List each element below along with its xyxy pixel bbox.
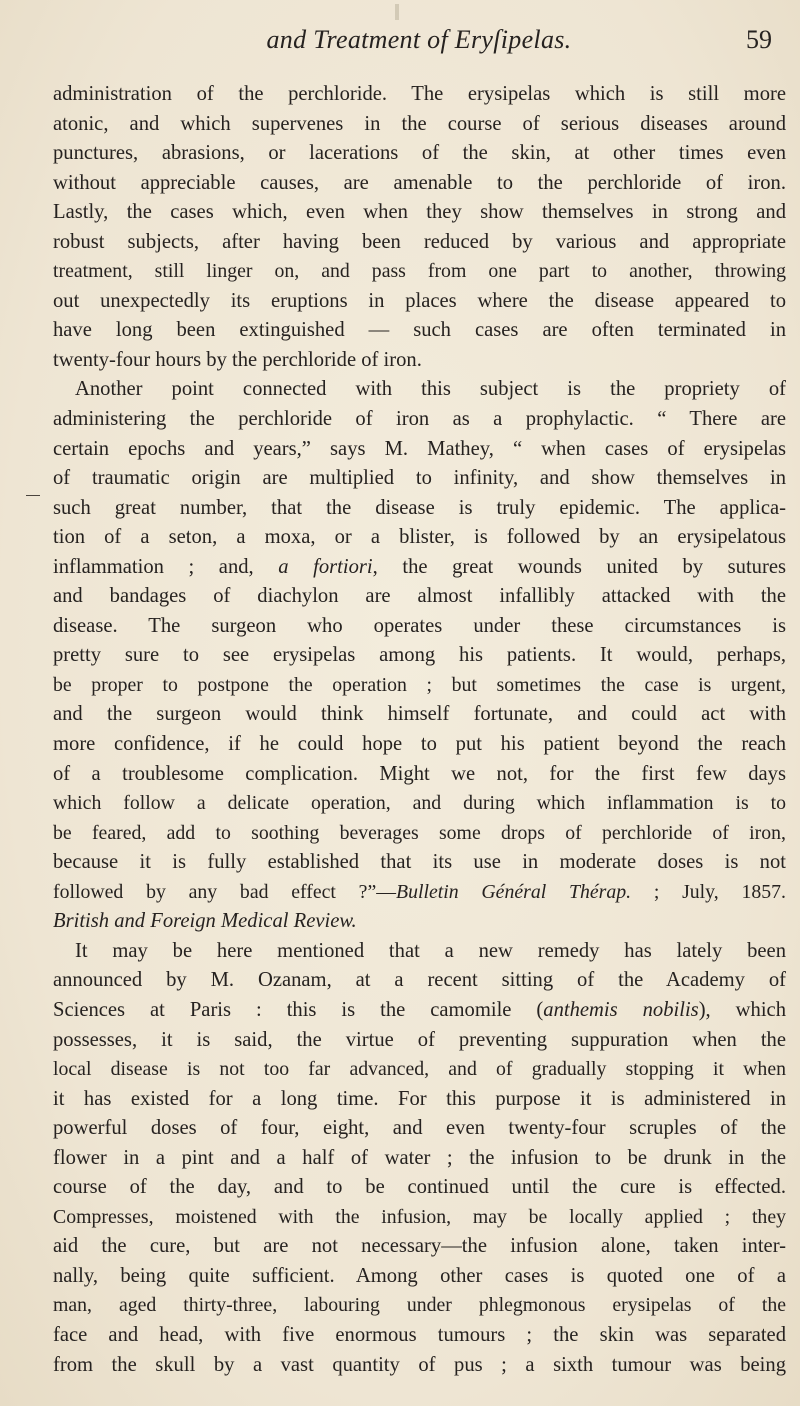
- text-line: which follow a delicate operation, and during which inflammation is to: [53, 792, 786, 815]
- text-line: local disease is not too far advanced, and of gradually stopping it when: [53, 1058, 786, 1081]
- text-line: and bandages of diachylon are almost infallibly attacked with the: [53, 585, 786, 608]
- text-line: possesses, it is said, the virtue of preventing suppuration when the: [53, 1028, 786, 1051]
- text-line: such great number, that the disease is truly epidemic. The applica-: [53, 496, 786, 519]
- citation-line: followed by any bad effect ?”—Bulletin Général Thérap. ; July, 1857.: [53, 880, 786, 903]
- paragraph-start-line: Another point connected with this subject is the propriety of: [75, 378, 786, 401]
- running-title: and Treatment of Eryſipelas.: [266, 25, 572, 54]
- text-line: more confidence, if he could hope to put his patient beyond the reach: [53, 733, 786, 756]
- text-line: powerful doses of four, eight, and even twenty-four scruples of the: [53, 1117, 786, 1140]
- text-line: treatment, still linger on, and pass from one part to another, throwing: [53, 260, 786, 283]
- text-line: because it is fully established that its use in moderate doses is not: [53, 851, 786, 874]
- text-line: disease. The surgeon who operates under these circumstances is: [53, 614, 786, 637]
- text-line: punctures, abrasions, or lacerations of the skin, at other times even: [53, 142, 786, 165]
- text-line: administering the perchloride of iron as a prophylactic. “ There are: [53, 408, 786, 431]
- margin-mark: [26, 495, 40, 496]
- text-line: administration of the perchloride. The erysipelas which is still more: [53, 83, 786, 105]
- text-line: pretty sure to see erysipelas among his patients. It would, perhaps,: [53, 644, 786, 667]
- text-line: nally, being quite sufficient. Among other cases is quoted one of a: [53, 1264, 786, 1287]
- text-line: tion of a seton, a moxa, or a blister, is followed by an erysipelatous: [53, 526, 786, 549]
- text-line: without appreciable causes, are amenable to the perchloride of iron.: [53, 171, 786, 194]
- citation-line: British and Foreign Medical Review.: [53, 910, 357, 933]
- running-head: [54, 20, 784, 60]
- text-line: have long been extinguished — such cases are often terminated in: [53, 319, 786, 342]
- text-line: certain epochs and years,” says M. Mathey, “ when cases of erysipelas: [53, 437, 786, 460]
- text-line: of a troublesome complication. Might we not, for the first few days: [53, 762, 786, 785]
- text-line: atonic, and which supervenes in the course of serious diseases around: [53, 112, 786, 135]
- text-line: it has existed for a long time. For this purpose it is administered in: [53, 1087, 786, 1110]
- text-line: Sciences at Paris : this is the camomile (anthemis nobilis), which: [53, 998, 786, 1021]
- text-line: inflammation ; and, a fortiori, the great wounds united by sutures: [53, 555, 786, 578]
- page-number: 59: [746, 25, 772, 54]
- body-text: [53, 80, 786, 1380]
- paper-blemish: [395, 4, 399, 20]
- text-line: flower in a pint and a half of water ; the infusion to be drunk in the: [53, 1146, 786, 1169]
- text-line: be feared, add to soothing beverages some drops of perchloride of iron,: [53, 821, 786, 844]
- text-line: robust subjects, after having been reduced by various and appropriate: [53, 230, 786, 253]
- text-line: be proper to postpone the operation ; but sometimes the case is urgent,: [53, 673, 786, 696]
- text-line: aid the cure, but are not necessary—the infusion alone, taken inter-: [53, 1235, 786, 1258]
- paragraph-start-line: It may be here mentioned that a new remedy has lately been: [75, 939, 786, 962]
- text-line: face and head, with five enormous tumours ; the skin was separated: [53, 1323, 786, 1346]
- text-line: Lastly, the cases which, even when they show themselves in strong and: [53, 201, 786, 224]
- text-line: man, aged thirty-three, labouring under phlegmonous erysipelas of the: [53, 1294, 786, 1317]
- text-line: announced by M. Ozanam, at a recent sitting of the Academy of: [53, 969, 786, 992]
- text-line: out unexpectedly its eruptions in places where the disease appeared to: [53, 289, 786, 312]
- text-line: course of the day, and to be continued until the cure is effected.: [53, 1176, 786, 1199]
- text-line: from the skull by a vast quantity of pus ; a sixth tumour was being: [53, 1353, 786, 1376]
- text-line: twenty-four hours by the perchloride of iron.: [53, 348, 422, 371]
- text-line: of traumatic origin are multiplied to infinity, and show themselves in: [53, 467, 786, 490]
- text-line: and the surgeon would think himself fortunate, and could act with: [53, 703, 786, 726]
- text-line: Compresses, moistened with the infusion, may be locally applied ; they: [53, 1205, 786, 1228]
